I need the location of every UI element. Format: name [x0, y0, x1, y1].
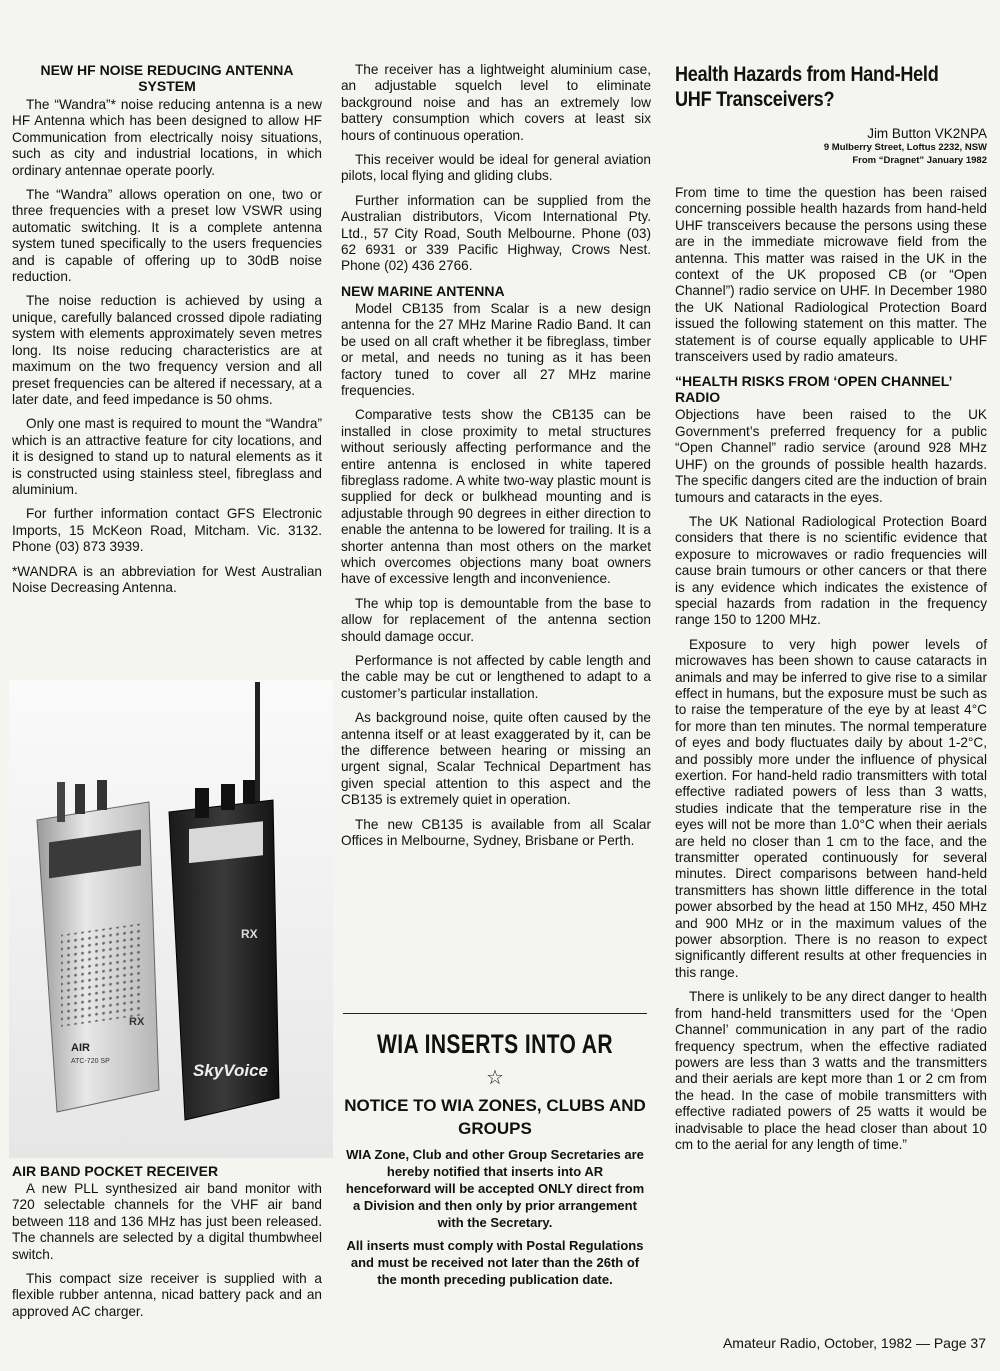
- source: From “Dragnet” January 1982: [852, 155, 987, 166]
- hf-antenna-heading: NEW HF NOISE REDUCING ANTENNA SYSTEM: [40, 62, 294, 94]
- air-badge: AIR: [71, 1042, 90, 1054]
- paragraph: From time to time the question has been raised concerning possible health hazards from hand-held UHF transceivers because the persons using these are in the immediate microwave field from the antenna. This matter was raised in the UK in the context of the UK proposed CB (or “Open Channel”) radio service on UHF. In December 1980 the UK National Radiological Protection Board issued the following statement on this matter. The statement is of course equally applicable to UHF transceivers used by radio amateurs.: [675, 185, 987, 365]
- paragraph: There is unlikely to be any direct danger to health from hand-held transmitters used for the ‘Open Channel’ communication in any part of the radio frequency spectrum, when the effective radiated powers are less than 3 watts and the transmitters and their aerials are kept more than 1 or 2 cm from the head. In the case of mobile transmitters with effective radiated powers of 25 watts it would be inadvisable to place the head closer than about 10 cm to the aerial for any length of time.”: [675, 989, 987, 1152]
- model-label: ATC-720 SP: [71, 1058, 110, 1065]
- star-icon: ☆: [486, 1067, 504, 1089]
- air-band-receiver: [37, 780, 159, 1112]
- paragraph: This receiver would be ideal for general aviation pilots, local flying and gliding clubs.: [341, 152, 651, 184]
- notice-body: WIA Zone, Club and other Group Secretaries are hereby notified that inserts into AR henceforward will be accepted ONLY direct from a Division and then only by prior arrangement with the Secretary.: [345, 1147, 645, 1230]
- paragraph: Performance is not affected by cable length and the cable may be cut or lengthened to adapt to a customer’s particular installation.: [341, 653, 651, 701]
- paragraph: Exposure to very high power levels of microwaves has been shown to cause cataracts in animals and may be inferred to give rise to a similar effect in humans, but the exposure must be such as to raise the temperature of the eye by at least 4°C for more than ten minutes. The normal temperature of eyes and body fluctuates daily by about 1-2°C, and possibly more under the influence of physical exertion. For hand-held radio transmitters with total effective radiated powers of less than 3 watts, studies indicate that the temperature rise in the eyes will not be more than 1.0°C when their aerials are held no closer than 1 cm to the face, and the transmitter operated continuously for several minutes. Direct comparisons between hand-held transmitters has shown little difference in the total power absorbed by the head at 150 MHz, 450 MHz and 900 MHz or in the maximum values of the power absorption. There is no reason to expect significantly different results at other frequencies in this range.: [675, 636, 987, 980]
- paragraph: Only one mast is required to mount the “Wandra” which is an attractive feature for city locations, and it is designed to stand up to natural elements as it is constructed using stainless steel, fibreglass and aluminium.: [12, 416, 322, 497]
- author: Jim Button VK2NPA: [867, 126, 987, 141]
- brand-logo: RX: [241, 927, 258, 941]
- column-1: [12, 62, 322, 604]
- page-footer: Amateur Radio, October, 1982 — Page 37: [722, 1335, 986, 1351]
- paragraph: Comparative tests show the CB135 can be installed in close proximity to metal structures without seriously affecting performance and the entire antenna is enclosed in white tapered fibreglass radome. A white two-way plastic mount is supplied for deck or bulkhead mounting and is adjustable through 90 degrees in either direction to enable the antenna to be lowered for trailing. It is a shorter antenna than most others on the market which overcomes objections many boat owners have of excessive length and inconvenience.: [341, 407, 651, 587]
- wia-title: WIA INSERTS INTO AR: [377, 1029, 613, 1059]
- wia-notice: [343, 1013, 647, 1288]
- marine-antenna-heading: NEW MARINE ANTENNA: [341, 282, 505, 299]
- paragraph: The UK National Radiological Protection Board considers that there is no scientific evidence that exposure to microwaves or radio frequencies will cause brain tumours or other cancers or that there is any evidence which indicates the existence of special hazards from radation in the frequency range 150 to 1200 MHz.: [675, 513, 987, 628]
- column-3: [675, 62, 987, 1161]
- article-title: Health Hazards from Hand-Held UHF Transceivers?: [675, 63, 939, 111]
- paragraph: The new CB135 is available from all Scalar Offices in Melbourne, Sydney, Brisbane or Perth.: [341, 816, 651, 849]
- divider: [343, 1013, 647, 1014]
- paragraph: The whip top is demountable from the base to allow for replacement of the antenna section should damage occur.: [341, 595, 651, 644]
- paragraph: The “Wandra” allows operation on one, two or three frequencies with a preset low VSWR using automatic switching. It is a complete antenna system tuned specifically to the users frequencies and is capable of offering up to 30dB noise reduction.: [12, 187, 322, 285]
- author-address: 9 Mulberry Street, Loftus 2232, NSW: [823, 142, 987, 153]
- antenna: [255, 682, 260, 802]
- brand-logo: RX: [129, 1016, 145, 1028]
- receivers-photo: [9, 680, 333, 1158]
- air-band-article: [12, 1163, 322, 1328]
- skyvoice-logo: SkyVoice: [193, 1061, 268, 1080]
- receivers-illustration: [9, 680, 333, 1158]
- notice-heading: NOTICE TO WIA ZONES, CLUBS AND GROUPS: [344, 1096, 646, 1138]
- notice-body: All inserts must comply with Postal Regulations and must be received not later than the 26th of the month preceding publication date.: [346, 1238, 644, 1287]
- footnote: *WANDRA is an abbreviation for West Australian Noise Decreasing Antenna.: [12, 563, 322, 595]
- paragraph: This compact size receiver is supplied with a flexible rubber antenna, nicad battery pack and an approved AC charger.: [12, 1271, 322, 1319]
- paragraph: Objections have been raised to the UK Government’s preferred frequency for a public “Open Channel” radio service (around 928 MHz UHF) on the grounds of possible health hazards. The specific dangers cited are the induction of brain tumours and cataracts in the eyes.: [675, 407, 987, 505]
- health-risks-heading: “HEALTH RISKS FROM ‘OPEN CHANNEL’ RADIO: [675, 373, 952, 406]
- paragraph: Further information can be supplied from the Australian distributors, Vicom International Pty. Ltd., 57 City Road, South Melbourne. Phone (03) 62 6931 or 339 Pacific Highway, Crows Nest. Phone (02) 436 2766.: [341, 192, 651, 274]
- paragraph: The receiver has a lightweight aluminium case, an adjustable squelch level to eliminate background noise and has an extremely low battery consumption which covers at least six hours of continuous operation.: [341, 62, 651, 143]
- column-2: [341, 62, 651, 857]
- paragraph: The noise reduction is achieved by using a unique, carefully balanced crossed dipole radiating system with elements approximately seven metres long. Its noise reducing characteristics are at maximum on the two frequency version and all preset frequencies can be altered if necessary, at a later date, and feed impedance is 50 ohms.: [12, 293, 322, 407]
- air-band-heading: AIR BAND POCKET RECEIVER: [12, 1163, 219, 1179]
- paragraph: For further information contact GFS Electronic Imports, 15 McKeon Road, Mitcham. Vic. 3132. Phone (03) 873 3939.: [12, 506, 322, 555]
- paragraph: The “Wandra”* noise reducing antenna is a new HF Antenna which has been designed to allow HF Communication from electrically noisy situations, such as city and industrial locations, in which ordinary antennae operate poorly.: [12, 97, 322, 178]
- paragraph: As background noise, quite often caused by the antenna itself or at least exaggerated by it, can be the difference between hearing or missing an urgent signal, Scalar Technical Department has given special attention to this aspect and the CB135 is extremely quiet in operation.: [341, 710, 651, 808]
- paragraph: A new PLL synthesized air band monitor with 720 selectable channels for the VHF air band between 118 and 136 MHz has just been released. The channels are selected by a digital thumbwheel switch.: [12, 1181, 322, 1262]
- paragraph: Model CB135 from Scalar is a new design antenna for the 27 MHz Marine Radio Band. It can be used on all craft whether it be fibreglass, timber or metal, and needs no tuning as it has been factory tuned to cover all 27 MHz marine frequencies.: [341, 300, 651, 398]
- skyvoice-receiver: [169, 780, 279, 1120]
